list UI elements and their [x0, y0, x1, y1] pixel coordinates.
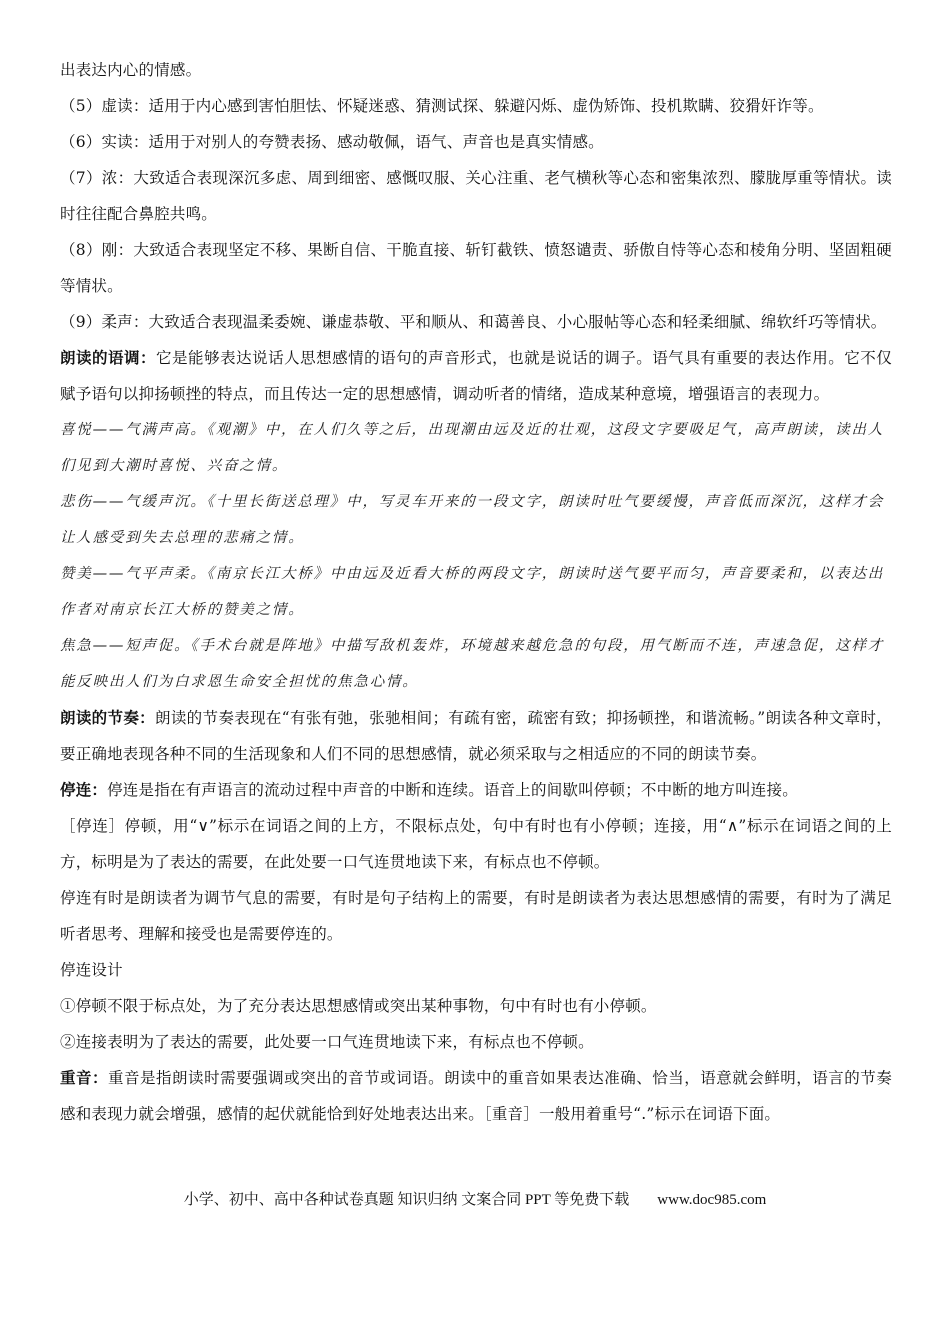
example-paragraph: 焦急——短声促。《手术台就是阵地》中描写敌机轰炸，环境越来越危急的句段，用气断而不连，声速急促，这样才能反映出人们为白求恩生命安全担忧的焦急心情。 [60, 638, 885, 690]
paragraph-text: 它是能够表达说话人思想感情的语句的声音形式，也就是说话的调子。语气具有重要的表达作用。它不仅赋予语句以抑扬顿挫的特点，而且传达一定的思想感情，调动听者的情绪，造成某种意境，增强语言的表现力。 [60, 349, 892, 403]
footer-link[interactable]: www.doc985.com [657, 1192, 767, 1208]
paragraph-rhythm [60, 700, 892, 772]
document-body [60, 52, 892, 1132]
paragraph: 出表达内心的情感。 [60, 61, 202, 79]
section-heading: 朗读的节奏： [60, 709, 156, 727]
paragraph-intonation [60, 340, 892, 412]
footer-text: 小学、初中、高中各种试卷真题 知识归纳 文案合同 PPT 等免费下载 [183, 1192, 630, 1208]
paragraph: （9）柔声：大致适合表现温柔委婉、谦虚恭敬、平和顺从、和蔼善良、小心服帖等心态和轻柔细腻、绵软纤巧等情状。 [60, 313, 887, 331]
section-heading: 停连： [60, 781, 108, 799]
subheading: 停连设计 [60, 961, 123, 979]
paragraph-pause [60, 772, 892, 808]
paragraph: （6）实读：适用于对别人的夸赞表扬、感动敬佩，语气、声音也是真实情感。 [60, 133, 604, 151]
paragraph-text: 朗读的节奏表现在“有张有弛，张驰相间；有疏有密，疏密有致；抑扬顿挫，和谐流畅。”朗读各种文章时，要正确地表现各种不同的生活现象和人们不同的思想感情，就必须采取与之相适应的不同的朗读节奏。 [60, 709, 893, 763]
example-paragraph: 悲伤——气缓声沉。《十里长街送总理》中，写灵车开来的一段文字，朗读时吐气要缓慢，声音低而深沉，这样才会让人感受到失去总理的悲痛之情。 [60, 494, 885, 546]
paragraph: ［停连］停顿，用“∨”标示在词语之间的上方，不限标点处，句中有时也有小停顿；连接，用“∧”标示在词语之间的上方，标明是为了表达的需要，在此处要一口气连贯地读下来，有标点也不停顿。 [60, 817, 892, 871]
paragraph-text: 停连是指在有声语言的流动过程中声音的中断和连续。语音上的间歇叫停顿；不中断的地方叫连接。 [107, 781, 798, 799]
paragraph: （7）浓：大致适合表现深沉多虑、周到细密、感慨叹服、关心注重、老气横秋等心态和密集浓烈、朦胧厚重等情状。读时往往配合鼻腔共鸣。 [60, 169, 892, 223]
list-item: ①停顿不限于标点处，为了充分表达思想感情或突出某种事物，句中有时也有小停顿。 [60, 997, 657, 1015]
paragraph: （8）刚：大致适合表现坚定不移、果断自信、干脆直接、斩钉截铁、愤怒谴责、骄傲自恃等心态和棱角分明、坚固粗硬等情状。 [60, 241, 892, 295]
paragraph: （5）虚读：适用于内心感到害怕胆怯、怀疑迷惑、猜测试探、躲避闪烁、虚伪矫饰、投机欺瞒、狡猾奸诈等。 [60, 97, 824, 115]
section-heading: 重音： [60, 1069, 109, 1087]
list-item: ②连接表明为了表达的需要，此处要一口气连贯地读下来，有标点也不停顿。 [60, 1033, 594, 1051]
paragraph: 停连有时是朗读者为调节气息的需要，有时是句子结构上的需要，有时是朗读者为表达思想感情的需要，有时为了满足听者思考、理解和接受也是需要停连的。 [60, 889, 892, 943]
example-paragraph: 赞美——气平声柔。《南京长江大桥》中由远及近看大桥的两段文字，朗读时送气要平而匀，声音要柔和，以表达出作者对南京长江大桥的赞美之情。 [60, 566, 885, 618]
example-paragraph: 喜悦——气满声高。《观潮》中，在人们久等之后，出现潮由远及近的壮观，这段文字要吸足气，高声朗读，读出人们见到大潮时喜悦、兴奋之情。 [60, 422, 885, 474]
page-footer [0, 1188, 950, 1209]
section-heading: 朗读的语调： [60, 349, 157, 367]
paragraph-text: 重音是指朗读时需要强调或突出的音节或词语。朗读中的重音如果表达准确、恰当，语意就会鲜明，语言的节奏感和表现力就会增强，感情的起伏就能恰到好处地表达出来。［重音］一般用着重号“.”标示在词语下面。 [60, 1069, 892, 1123]
paragraph-stress [60, 1060, 892, 1132]
